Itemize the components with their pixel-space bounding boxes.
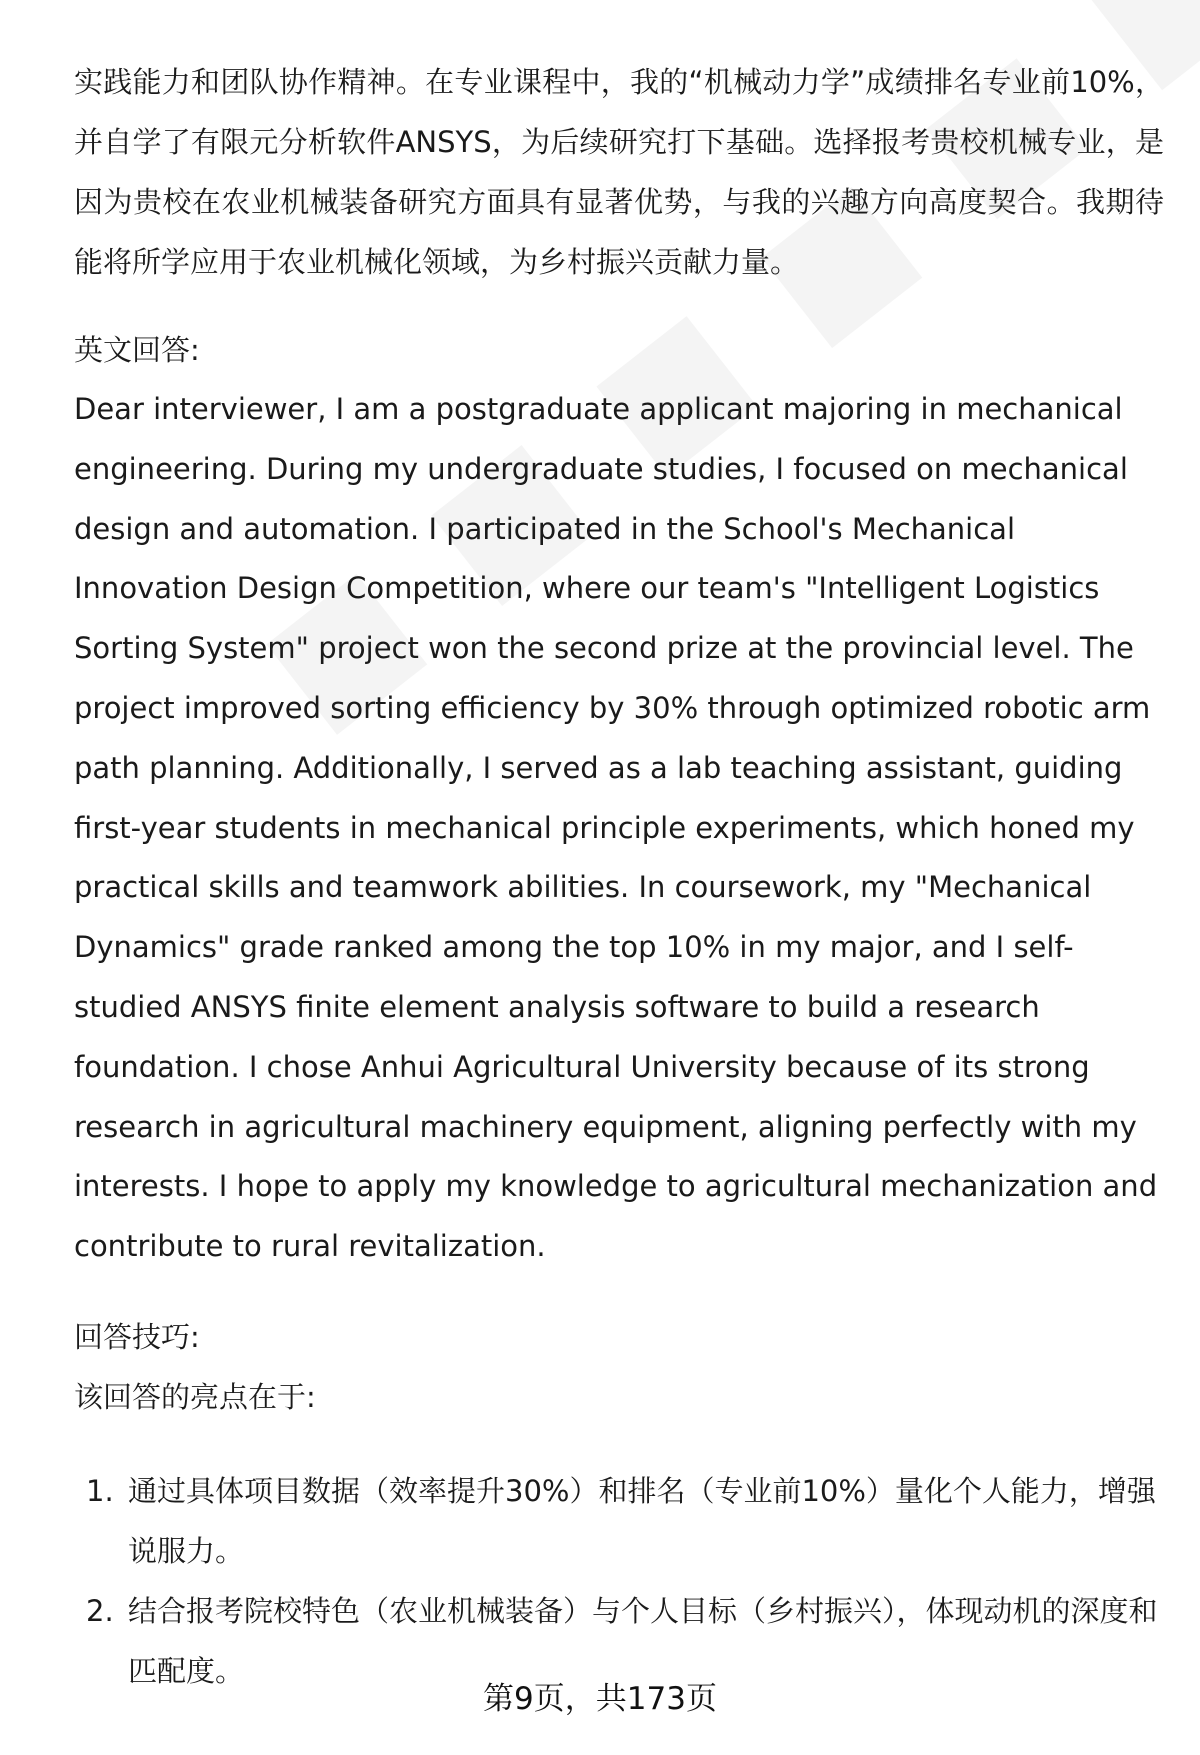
list-number: 1.	[86, 1473, 114, 1508]
list-item-text: 通过具体项目数据（效率提升30%）和排名（专业前10%）量化个人能力，增强说服力。	[128, 1473, 1156, 1568]
page-footer: 第9页，共173页	[483, 1681, 717, 1717]
list-number: 2.	[86, 1593, 114, 1628]
tips-intro: 该回答的亮点在于:	[74, 1379, 316, 1414]
tips-list-item	[74, 1461, 1164, 1581]
intro-paragraph: 实践能力和团队协作精神。在专业课程中，我的“机械动力学”成绩排名专业前10%，并自学了有限元分析软件ANSYS，为后续研究打下基础。选择报考贵校机械专业，是因为贵校在农业机械装备研究方面具有显著优势，与我的兴趣方向高度契合。我期待能将所学应用于农业机械化领域，为乡村振兴贡献力量。	[74, 65, 1164, 279]
tips-list	[74, 1461, 1164, 1701]
list-item-text: 结合报考院校特色（农业机械装备）与个人目标（乡村振兴），体现动机的深度和匹配度。	[128, 1593, 1158, 1688]
english-answer-paragraph: Dear interviewer, I am a postgraduate applicant majoring in mechanical engineering. During my undergraduate studies, I focused on mechanical design and automation. I participated in the School's Mechanical Innovation Design Competition, where our team's "Intelligent Logistics Sorting System" project won the second prize at the provincial level. The project improved sorting efficiency by 30% through optimized robotic arm path planning. Additionally, I served as a lab teaching assistant, guiding first-year students in mechanical principle experiments, which honed my practical skills and teamwork abilities. In coursework, my "Mechanical Dynamics" grade ranked among the top 10% in my major, and I self-studied ANSYS finite element analysis software to build a research foundation. I chose Anhui Agricultural University because of its strong research in agricultural machinery equipment, aligning perfectly with my interests. I hope to apply my knowledge to agricultural mechanization and contribute to rural revitalization.	[74, 392, 1158, 1264]
tips-heading: 回答技巧:	[74, 1319, 200, 1354]
document-content	[74, 52, 1164, 1701]
english-answer-heading: 英文回答:	[74, 333, 200, 367]
